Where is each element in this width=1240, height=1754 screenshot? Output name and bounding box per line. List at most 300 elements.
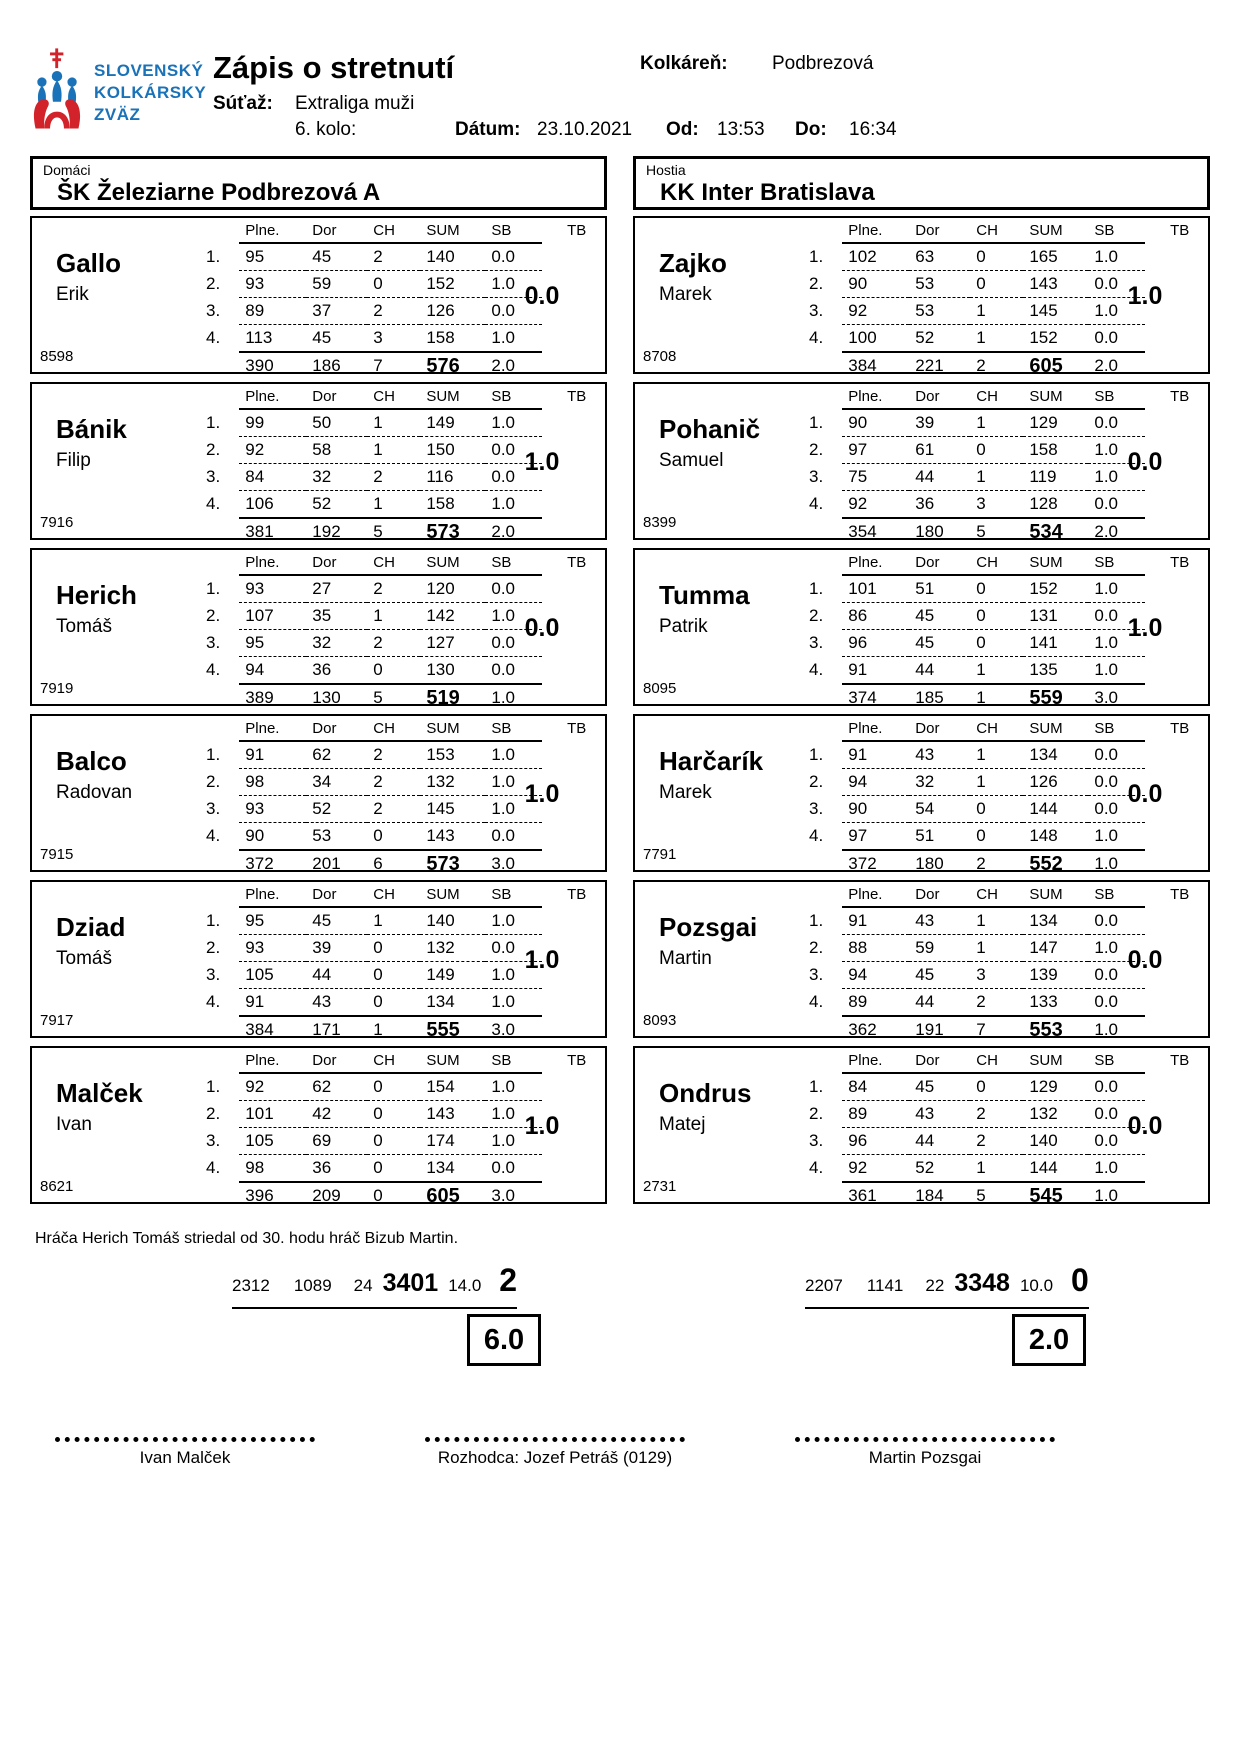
venue-value: Podbrezová xyxy=(772,53,874,74)
cell-ch: 1 xyxy=(367,907,420,935)
cell-dor: 53 xyxy=(306,823,367,851)
player-tb-value: 1.0 xyxy=(524,780,560,808)
set-number: 3. xyxy=(809,467,824,486)
player-license-number: 8399 xyxy=(643,514,677,531)
cell-sum: 158 xyxy=(420,491,485,519)
col-header-dor: Dor xyxy=(306,384,367,409)
col-header-tb: TB xyxy=(1170,222,1190,239)
cell-sum: 154 xyxy=(420,1073,485,1101)
cell-plne: 90 xyxy=(842,409,909,437)
set-number: 3. xyxy=(206,799,221,818)
player-surname: Ondrus xyxy=(659,1078,752,1108)
cell-plne: 94 xyxy=(842,962,909,989)
player-license-number: 8621 xyxy=(40,1178,74,1195)
player-surname: Malček xyxy=(56,1078,143,1108)
total-dor: 191 xyxy=(915,1020,944,1039)
cell-dor: 61 xyxy=(909,437,970,464)
cell-sb: 0.0 xyxy=(1088,769,1145,796)
player-tb-value: 0.0 xyxy=(524,282,560,310)
col-header-blank xyxy=(803,550,842,575)
cell-dor: 54 xyxy=(909,796,970,823)
cell-dor: 58 xyxy=(306,437,367,464)
total-ch: 5 xyxy=(976,1186,986,1205)
set-number: 3. xyxy=(206,965,221,984)
cell-sum: 132 xyxy=(1023,1101,1088,1128)
player-block xyxy=(633,216,1210,377)
total-blank xyxy=(200,1016,239,1043)
total-plne: 381 xyxy=(245,522,274,541)
total-sum: 559 xyxy=(1029,686,1063,709)
total-plne: 362 xyxy=(848,1020,877,1039)
col-header-ch: CH xyxy=(970,384,1023,409)
away-signature-line xyxy=(795,1425,1055,1442)
col-header-sb: SB xyxy=(485,1048,542,1073)
col-header-plne: Plne. xyxy=(842,550,909,575)
set-number: 1. xyxy=(809,246,824,266)
home-team-name: ŠK Železiarne Podbrezová A xyxy=(57,179,381,206)
cell-ch: 0 xyxy=(367,1073,420,1101)
cell-plne: 105 xyxy=(239,962,306,989)
cell-sb: 1.0 xyxy=(1088,1155,1145,1183)
player-license-number: 8095 xyxy=(643,680,677,697)
total-dor: 171 xyxy=(312,1020,341,1039)
cell-ch: 0 xyxy=(367,271,420,298)
cell-sb: 0.0 xyxy=(485,935,542,962)
player-surname: Pozsgai xyxy=(659,912,758,942)
cell-sb: 0.0 xyxy=(485,575,542,603)
referee-signature-line xyxy=(425,1425,685,1442)
cell-dor: 53 xyxy=(909,298,970,325)
set-number: 2. xyxy=(809,1104,824,1123)
col-header-plne: Plne. xyxy=(842,384,909,409)
player-total-row xyxy=(803,1016,1208,1043)
cell-sb: 0.0 xyxy=(1088,325,1145,353)
home-signature-name: Ivan Malček xyxy=(139,1448,231,1467)
time-from-label: Od: xyxy=(666,119,699,140)
total-blank xyxy=(803,1016,842,1043)
page-title: Zápis o stretnutí xyxy=(213,50,455,85)
player-firstname: Martin xyxy=(659,948,712,969)
player-block xyxy=(30,880,607,1041)
throw-set-row xyxy=(200,491,605,519)
cell-sum: 158 xyxy=(1023,437,1088,464)
cell-sb: 1.0 xyxy=(485,1128,542,1155)
total-ch: 0 xyxy=(373,1186,383,1205)
cell-plne: 92 xyxy=(842,491,909,519)
player-total-row xyxy=(803,850,1208,877)
player-license-number: 7917 xyxy=(40,1012,74,1029)
cell-sb: 0.0 xyxy=(485,823,542,851)
away-final-score-box: 2.0 xyxy=(1012,1314,1086,1366)
col-header-tb: TB xyxy=(567,222,587,239)
total-ch: 2 xyxy=(976,854,986,873)
cell-dor: 51 xyxy=(909,575,970,603)
away-total-sum: 3348 xyxy=(954,1269,1010,1297)
player-tb-value: 1.0 xyxy=(524,946,560,974)
player-block xyxy=(633,714,1210,875)
cell-plne: 107 xyxy=(239,603,306,630)
cell-sb: 1.0 xyxy=(485,796,542,823)
cell-dor: 43 xyxy=(909,907,970,935)
col-header-sum: SUM xyxy=(420,716,485,741)
total-dor: 130 xyxy=(312,688,341,707)
cell-sb: 0.0 xyxy=(1088,1128,1145,1155)
set-number: 1. xyxy=(206,578,221,598)
cell-plne: 92 xyxy=(239,1073,306,1101)
score-table-header-row xyxy=(803,384,1208,409)
cell-sb: 0.0 xyxy=(485,657,542,685)
total-ch: 7 xyxy=(976,1020,986,1039)
player-surname: Dziad xyxy=(56,912,126,942)
total-blank xyxy=(200,352,239,379)
total-dor: 201 xyxy=(312,854,341,873)
cell-dor: 44 xyxy=(909,657,970,685)
cell-plne: 90 xyxy=(842,796,909,823)
player-surname: Balco xyxy=(56,746,127,776)
referee-signature-name: Rozhodca: Jozef Petráš (0129) xyxy=(437,1448,673,1467)
cell-sum: 120 xyxy=(420,575,485,603)
cell-dor: 45 xyxy=(909,630,970,657)
cell-sum: 135 xyxy=(1023,657,1088,685)
total-blank xyxy=(803,684,842,711)
venue-label: Kolkáreň: xyxy=(640,53,728,74)
player-block xyxy=(30,1046,607,1207)
throw-set-row xyxy=(803,1155,1208,1183)
player-tb-value: 1.0 xyxy=(1127,614,1163,642)
col-header-ch: CH xyxy=(970,218,1023,243)
cell-dor: 32 xyxy=(306,464,367,491)
col-header-tb: TB xyxy=(1170,388,1190,405)
cell-plne: 89 xyxy=(239,298,306,325)
total-blank xyxy=(803,850,842,877)
set-number: 3. xyxy=(206,301,221,320)
player-block xyxy=(633,1046,1210,1207)
player-total-row xyxy=(200,352,605,379)
date-value: 23.10.2021 xyxy=(537,119,633,140)
cell-plne: 93 xyxy=(239,796,306,823)
substitution-note: Hráča Herich Tomáš striedal od 30. hodu hráč Bizub Martin. xyxy=(35,1230,459,1247)
total-sb: 2.0 xyxy=(491,522,515,541)
cell-plne: 96 xyxy=(842,1128,909,1155)
total-blank xyxy=(803,1182,842,1209)
player-total-row xyxy=(803,1182,1208,1209)
col-header-ch: CH xyxy=(970,716,1023,741)
total-dor: 192 xyxy=(312,522,341,541)
cell-sum: 145 xyxy=(420,796,485,823)
player-firstname: Patrik xyxy=(659,616,708,637)
cell-ch: 1 xyxy=(970,907,1023,935)
cell-dor: 44 xyxy=(306,962,367,989)
throw-set-row xyxy=(200,989,605,1017)
cell-dor: 44 xyxy=(909,1128,970,1155)
cell-plne: 93 xyxy=(239,935,306,962)
cell-sum: 134 xyxy=(1023,907,1088,935)
cell-sum: 132 xyxy=(420,769,485,796)
cell-plne: 84 xyxy=(842,1073,909,1101)
federation-name: SLOVENSKÝ KOLKÁRSKY ZVÄZ xyxy=(94,61,207,124)
player-block xyxy=(30,382,607,543)
col-header-sum: SUM xyxy=(420,882,485,907)
away-team-totals xyxy=(805,1262,1089,1309)
cell-sb: 1.0 xyxy=(485,989,542,1017)
score-table-header-row xyxy=(803,882,1208,907)
home-signature-line xyxy=(55,1425,315,1442)
cell-dor: 43 xyxy=(909,741,970,769)
set-number: 3. xyxy=(809,965,824,984)
total-ch: 5 xyxy=(373,688,383,707)
cell-sb: 1.0 xyxy=(1088,630,1145,657)
player-surname: Gallo xyxy=(56,248,122,278)
throw-set-row xyxy=(200,907,605,935)
set-number: 4. xyxy=(809,660,824,680)
col-header-tb: TB xyxy=(1170,886,1190,903)
home-team-totals xyxy=(232,1262,517,1309)
col-header-plne: Plne. xyxy=(239,218,306,243)
set-number: 2. xyxy=(206,440,221,459)
home-team-box xyxy=(30,156,607,210)
cell-sum: 129 xyxy=(1023,1073,1088,1101)
col-header-sum: SUM xyxy=(420,1048,485,1073)
cell-sum: 129 xyxy=(1023,409,1088,437)
set-number: 1. xyxy=(206,1076,221,1096)
total-sum: 534 xyxy=(1029,520,1063,543)
date-label: Dátum: xyxy=(455,119,521,140)
cell-sum: 153 xyxy=(420,741,485,769)
total-sum: 519 xyxy=(426,686,460,709)
cell-dor: 45 xyxy=(909,603,970,630)
col-header-blank xyxy=(803,384,842,409)
col-header-blank xyxy=(200,218,239,243)
total-blank xyxy=(803,352,842,379)
col-header-ch: CH xyxy=(970,550,1023,575)
cell-dor: 36 xyxy=(909,491,970,519)
total-ch: 1 xyxy=(976,688,986,707)
cell-ch: 1 xyxy=(970,657,1023,685)
col-header-blank xyxy=(200,550,239,575)
col-header-tb: TB xyxy=(567,886,587,903)
cell-ch: 0 xyxy=(367,1128,420,1155)
cell-ch: 3 xyxy=(970,962,1023,989)
col-header-blank xyxy=(200,384,239,409)
cell-dor: 39 xyxy=(306,935,367,962)
player-surname: Harčarík xyxy=(659,746,764,776)
col-header-tb: TB xyxy=(1170,554,1190,571)
cell-plne: 93 xyxy=(239,575,306,603)
col-header-sb: SB xyxy=(1088,1048,1145,1073)
home-set-points: 2 xyxy=(499,1262,518,1298)
throw-set-row xyxy=(200,823,605,851)
cell-sum: 148 xyxy=(1023,823,1088,851)
cell-ch: 0 xyxy=(970,630,1023,657)
total-ch: 7 xyxy=(373,356,383,375)
total-sum: 576 xyxy=(426,354,460,377)
cell-ch: 1 xyxy=(970,298,1023,325)
cell-plne: 113 xyxy=(239,325,306,353)
total-sb: 2.0 xyxy=(491,356,515,375)
player-total-row xyxy=(200,850,605,877)
score-table-header-row xyxy=(803,218,1208,243)
score-table-header-row xyxy=(200,384,605,409)
cell-plne: 91 xyxy=(842,657,909,685)
player-license-number: 8598 xyxy=(40,348,74,365)
player-license-number: 2731 xyxy=(643,1178,677,1195)
cell-sum: 140 xyxy=(1023,1128,1088,1155)
set-number: 2. xyxy=(206,772,221,791)
cell-dor: 35 xyxy=(306,603,367,630)
cell-sb: 0.0 xyxy=(1088,989,1145,1017)
col-header-ch: CH xyxy=(970,1048,1023,1073)
cell-sum: 116 xyxy=(420,464,485,491)
cell-dor: 45 xyxy=(909,962,970,989)
col-header-sb: SB xyxy=(1088,384,1145,409)
throw-set-row xyxy=(200,325,605,353)
col-header-sb: SB xyxy=(485,882,542,907)
cell-sum: 165 xyxy=(1023,243,1088,271)
throw-set-row xyxy=(803,657,1208,685)
cell-ch: 2 xyxy=(367,243,420,271)
col-header-plne: Plne. xyxy=(239,882,306,907)
cell-ch: 2 xyxy=(367,741,420,769)
cell-sum: 130 xyxy=(420,657,485,685)
cell-sb: 0.0 xyxy=(1088,907,1145,935)
col-header-ch: CH xyxy=(367,1048,420,1073)
cell-sum: 127 xyxy=(420,630,485,657)
player-firstname: Samuel xyxy=(659,450,724,471)
total-plne: 372 xyxy=(848,854,877,873)
set-number: 2. xyxy=(206,606,221,625)
cell-ch: 3 xyxy=(970,491,1023,519)
competition-label: Súťaž: xyxy=(213,93,273,114)
away-total-dor: 1141 xyxy=(866,1276,904,1295)
cell-plne: 101 xyxy=(239,1101,306,1128)
player-firstname: Ivan xyxy=(56,1114,92,1135)
home-total-sum: 3401 xyxy=(382,1269,439,1297)
player-tb-value: 1.0 xyxy=(524,448,560,476)
cell-sum: 142 xyxy=(420,603,485,630)
total-blank xyxy=(200,684,239,711)
cell-dor: 42 xyxy=(306,1101,367,1128)
round-value: 6. kolo: xyxy=(295,119,357,140)
away-total-plne: 2207 xyxy=(805,1276,843,1295)
score-table-header-row xyxy=(200,716,605,741)
cell-dor: 43 xyxy=(909,1101,970,1128)
player-tb-value: 0.0 xyxy=(1127,448,1163,476)
cell-dor: 44 xyxy=(909,464,970,491)
cell-plne: 98 xyxy=(239,769,306,796)
total-sum: 553 xyxy=(1029,1018,1063,1041)
cell-plne: 94 xyxy=(239,657,306,685)
cell-sum: 132 xyxy=(420,935,485,962)
cell-dor: 52 xyxy=(306,796,367,823)
cell-ch: 0 xyxy=(970,823,1023,851)
total-plne: 384 xyxy=(848,356,877,375)
col-header-sum: SUM xyxy=(1023,1048,1088,1073)
col-header-plne: Plne. xyxy=(239,384,306,409)
set-number: 1. xyxy=(809,910,824,930)
cell-plne: 100 xyxy=(842,325,909,353)
cell-sb: 0.0 xyxy=(1088,1101,1145,1128)
cell-plne: 89 xyxy=(842,989,909,1017)
cell-dor: 45 xyxy=(909,1073,970,1101)
cell-sb: 1.0 xyxy=(485,603,542,630)
col-header-plne: Plne. xyxy=(842,882,909,907)
home-side-label: Domáci xyxy=(43,162,91,178)
set-number: 3. xyxy=(809,633,824,652)
total-sum: 573 xyxy=(426,852,460,875)
total-plne: 396 xyxy=(245,1186,274,1205)
total-ch: 5 xyxy=(373,522,383,541)
cell-plne: 86 xyxy=(842,603,909,630)
set-number: 3. xyxy=(809,301,824,320)
cell-sb: 0.0 xyxy=(1088,409,1145,437)
player-total-row xyxy=(803,518,1208,545)
col-header-dor: Dor xyxy=(909,882,970,907)
col-header-tb: TB xyxy=(567,388,587,405)
cell-dor: 52 xyxy=(306,491,367,519)
cell-sum: 152 xyxy=(420,271,485,298)
total-sb: 2.0 xyxy=(1094,522,1118,541)
col-header-blank xyxy=(803,716,842,741)
cell-sb: 1.0 xyxy=(485,769,542,796)
col-header-ch: CH xyxy=(367,882,420,907)
col-header-sb: SB xyxy=(485,550,542,575)
set-number: 2. xyxy=(809,440,824,459)
time-to-label: Do: xyxy=(795,119,827,140)
cell-ch: 2 xyxy=(367,769,420,796)
cell-dor: 45 xyxy=(306,325,367,353)
set-number: 4. xyxy=(206,660,221,680)
total-sb: 2.0 xyxy=(1094,356,1118,375)
cell-sum: 133 xyxy=(1023,989,1088,1017)
away-signature-name: Martin Pozsgai xyxy=(868,1448,982,1467)
col-header-ch: CH xyxy=(367,550,420,575)
cell-plne: 88 xyxy=(842,935,909,962)
home-total-dor: 1089 xyxy=(293,1276,332,1295)
total-sum: 555 xyxy=(426,1018,460,1041)
cell-plne: 97 xyxy=(842,437,909,464)
cell-ch: 2 xyxy=(367,464,420,491)
throw-set-row xyxy=(200,657,605,685)
throw-set-row xyxy=(803,325,1208,353)
player-surname: Tumma xyxy=(659,580,750,610)
cell-dor: 44 xyxy=(909,989,970,1017)
cell-sum: 140 xyxy=(420,907,485,935)
cell-sum: 144 xyxy=(1023,1155,1088,1183)
throw-set-row xyxy=(200,1155,605,1183)
home-players-column xyxy=(30,216,607,1207)
cell-sum: 149 xyxy=(420,962,485,989)
cell-sum: 145 xyxy=(1023,298,1088,325)
player-surname: Herich xyxy=(56,580,137,610)
skz-logo xyxy=(28,36,86,142)
cell-sum: 119 xyxy=(1023,464,1088,491)
player-block xyxy=(30,216,607,377)
player-block xyxy=(633,382,1210,543)
away-set-points: 0 xyxy=(1071,1262,1089,1298)
cell-plne: 91 xyxy=(842,907,909,935)
player-surname: Pohanič xyxy=(659,414,761,444)
cell-sum: 143 xyxy=(1023,271,1088,298)
col-header-dor: Dor xyxy=(306,1048,367,1073)
cell-dor: 52 xyxy=(909,325,970,353)
cell-ch: 0 xyxy=(970,1073,1023,1101)
cell-dor: 62 xyxy=(306,1073,367,1101)
cell-sum: 152 xyxy=(1023,575,1088,603)
set-number: 3. xyxy=(206,467,221,486)
total-sb: 1.0 xyxy=(1094,1020,1118,1039)
player-tb-value: 0.0 xyxy=(1127,946,1163,974)
cell-sum: 174 xyxy=(420,1128,485,1155)
